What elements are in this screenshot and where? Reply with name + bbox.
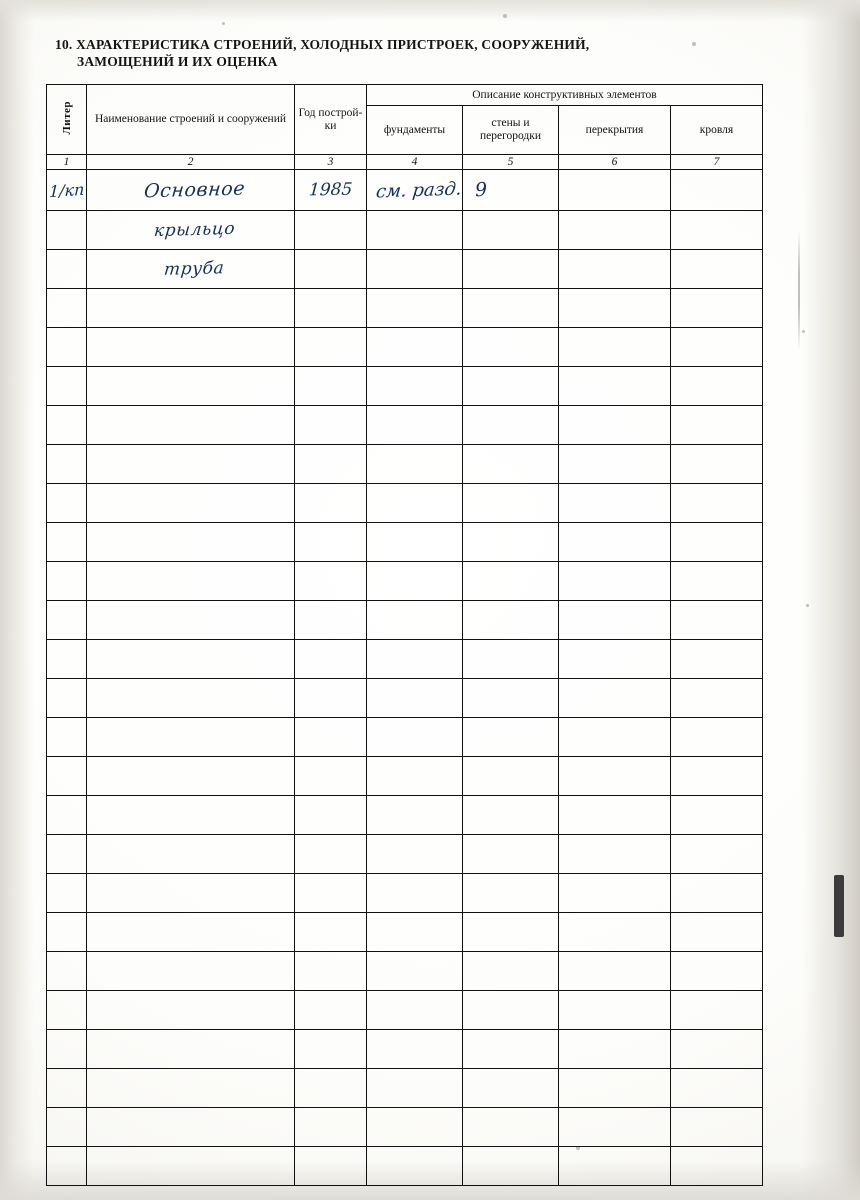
column-number-3: 3 (295, 155, 367, 170)
handwriting-liter: 1/кп (48, 179, 85, 201)
cell-floors[interactable] (559, 640, 671, 679)
table-body (47, 170, 763, 1186)
cell-roof[interactable] (671, 1108, 763, 1147)
cell-liter[interactable] (47, 835, 87, 874)
cell-walls[interactable] (463, 718, 559, 757)
cell-liter[interactable] (47, 367, 87, 406)
cell-building-name[interactable] (87, 484, 295, 523)
table-row[interactable] (47, 170, 763, 211)
table-row[interactable] (47, 796, 763, 835)
cell-foundation[interactable] (367, 328, 463, 367)
cell-foundation[interactable] (367, 874, 463, 913)
cell-foundation[interactable] (367, 952, 463, 991)
cell-build-year[interactable] (295, 328, 367, 367)
cell-floors[interactable] (559, 601, 671, 640)
cell-walls[interactable] (463, 757, 559, 796)
page-edge-shadow-top (0, 0, 860, 22)
paper-fold-line (798, 230, 800, 350)
cell-foundation[interactable] (367, 406, 463, 445)
column-number-5: 5 (463, 155, 559, 170)
header-floors: перекрытия (559, 106, 671, 155)
cell-liter[interactable] (47, 250, 87, 289)
cell-building-name[interactable] (87, 328, 295, 367)
cell-liter[interactable] (47, 913, 87, 952)
cell-floors[interactable] (559, 250, 671, 289)
cell-floors[interactable] (559, 1030, 671, 1069)
cell-foundation[interactable] (367, 1030, 463, 1069)
cell-liter[interactable] (47, 1147, 87, 1186)
cell-roof[interactable] (671, 170, 763, 211)
cell-roof[interactable] (671, 367, 763, 406)
handwriting-walls-digit: 9 (474, 178, 488, 202)
cell-building-name[interactable] (87, 1108, 295, 1147)
cell-building-name[interactable] (87, 835, 295, 874)
cell-walls[interactable] (463, 1030, 559, 1069)
cell-liter[interactable] (47, 445, 87, 484)
cell-roof[interactable] (671, 679, 763, 718)
cell-roof[interactable] (671, 328, 763, 367)
cell-building-name[interactable] (87, 796, 295, 835)
cell-building-name[interactable] (87, 913, 295, 952)
cell-floors[interactable] (559, 1108, 671, 1147)
cell-foundation[interactable] (367, 250, 463, 289)
cell-foundation[interactable] (367, 679, 463, 718)
cell-build-year[interactable] (295, 170, 367, 211)
cell-liter[interactable] (47, 640, 87, 679)
cell-roof[interactable] (671, 1147, 763, 1186)
cell-roof[interactable] (671, 406, 763, 445)
cell-floors[interactable] (559, 1069, 671, 1108)
scan-speck (503, 14, 507, 18)
cell-build-year[interactable] (295, 718, 367, 757)
handwriting-building-name: крыльцо (152, 218, 237, 242)
cell-liter[interactable] (47, 1108, 87, 1147)
cell-build-year[interactable] (295, 1030, 367, 1069)
cell-foundation[interactable] (367, 913, 463, 952)
table-row[interactable] (47, 211, 763, 250)
cell-liter[interactable] (47, 601, 87, 640)
cell-walls[interactable] (463, 952, 559, 991)
cell-roof[interactable] (671, 562, 763, 601)
cell-build-year[interactable] (295, 796, 367, 835)
cell-build-year[interactable] (295, 1108, 367, 1147)
cell-walls[interactable] (463, 289, 559, 328)
table-row[interactable] (47, 913, 763, 952)
cell-floors[interactable] (559, 835, 671, 874)
cell-roof[interactable] (671, 289, 763, 328)
cell-foundation[interactable] (367, 562, 463, 601)
table-row[interactable] (47, 757, 763, 796)
cell-floors[interactable] (559, 1147, 671, 1186)
handwriting-foundation-note: см. разд. (374, 177, 463, 203)
cell-foundation[interactable] (367, 991, 463, 1030)
cell-foundation[interactable] (367, 367, 463, 406)
cell-roof[interactable] (671, 913, 763, 952)
cell-floors[interactable] (559, 484, 671, 523)
binder-clip-mark (834, 875, 844, 937)
table-row[interactable] (47, 484, 763, 523)
table-row[interactable] (47, 679, 763, 718)
cell-foundation[interactable] (367, 289, 463, 328)
cell-build-year[interactable] (295, 367, 367, 406)
cell-liter[interactable] (47, 679, 87, 718)
cell-floors[interactable] (559, 445, 671, 484)
scan-speck (806, 604, 809, 607)
cell-floors[interactable] (559, 991, 671, 1030)
cell-building-name[interactable] (87, 718, 295, 757)
cell-build-year[interactable] (295, 874, 367, 913)
cell-roof[interactable] (671, 211, 763, 250)
cell-roof[interactable] (671, 445, 763, 484)
cell-walls[interactable] (463, 484, 559, 523)
column-number-6: 6 (559, 155, 671, 170)
table-row[interactable] (47, 328, 763, 367)
cell-roof[interactable] (671, 523, 763, 562)
cell-building-name[interactable] (87, 679, 295, 718)
cell-liter[interactable] (47, 1069, 87, 1108)
cell-build-year[interactable] (295, 913, 367, 952)
header-walls: стены и перегородки (463, 106, 559, 155)
cell-foundation[interactable] (367, 718, 463, 757)
cell-roof[interactable] (671, 757, 763, 796)
cell-walls[interactable] (463, 874, 559, 913)
cell-walls[interactable] (463, 211, 559, 250)
cell-floors[interactable] (559, 718, 671, 757)
cell-walls[interactable] (463, 250, 559, 289)
cell-floors[interactable] (559, 874, 671, 913)
cell-building-name[interactable] (87, 874, 295, 913)
page-title (55, 36, 755, 70)
cell-foundation[interactable] (367, 523, 463, 562)
cell-walls[interactable] (463, 601, 559, 640)
cell-foundation[interactable] (367, 640, 463, 679)
cell-build-year[interactable] (295, 1147, 367, 1186)
header-liter (47, 85, 87, 155)
handwriting-building-name: труба (163, 258, 226, 280)
cell-building-name[interactable] (87, 562, 295, 601)
table-row[interactable] (47, 406, 763, 445)
cell-walls[interactable] (463, 1108, 559, 1147)
table-row[interactable] (47, 718, 763, 757)
cell-liter[interactable] (47, 757, 87, 796)
table-header-group-row (47, 85, 763, 106)
cell-building-name[interactable] (87, 367, 295, 406)
cell-roof[interactable] (671, 640, 763, 679)
cell-building-name[interactable] (87, 952, 295, 991)
cell-building-name[interactable] (87, 757, 295, 796)
cell-floors[interactable] (559, 211, 671, 250)
cell-foundation[interactable] (367, 170, 463, 211)
cell-liter[interactable] (47, 523, 87, 562)
cell-liter[interactable] (47, 952, 87, 991)
table-row[interactable] (47, 991, 763, 1030)
cell-building-name[interactable] (87, 170, 295, 211)
cell-floors[interactable] (559, 913, 671, 952)
cell-liter[interactable] (47, 170, 87, 211)
header-foundation: фундаменты (367, 106, 463, 155)
characteristics-table-container (46, 84, 762, 1186)
column-number-7: 7 (671, 155, 763, 170)
cell-build-year[interactable] (295, 289, 367, 328)
cell-floors[interactable] (559, 679, 671, 718)
handwriting-building-name: Основное (142, 177, 247, 203)
column-number-4: 4 (367, 155, 463, 170)
cell-build-year[interactable] (295, 757, 367, 796)
table-row[interactable] (47, 289, 763, 328)
page-edge-shadow-left (0, 0, 34, 1200)
header-building-name: Наименование строений и сооружений (87, 85, 295, 155)
cell-walls[interactable] (463, 1069, 559, 1108)
cell-foundation[interactable] (367, 445, 463, 484)
cell-build-year[interactable] (295, 406, 367, 445)
cell-walls[interactable] (463, 523, 559, 562)
header-build-year: Год построй-ки (295, 85, 367, 155)
cell-building-name[interactable] (87, 1069, 295, 1108)
cell-roof[interactable] (671, 874, 763, 913)
cell-roof[interactable] (671, 1069, 763, 1108)
cell-floors[interactable] (559, 757, 671, 796)
table-row[interactable] (47, 523, 763, 562)
cell-floors[interactable] (559, 796, 671, 835)
cell-roof[interactable] (671, 991, 763, 1030)
cell-foundation[interactable] (367, 601, 463, 640)
cell-floors[interactable] (559, 952, 671, 991)
cell-build-year[interactable] (295, 1069, 367, 1108)
scan-speck (802, 330, 805, 333)
table-row[interactable] (47, 1030, 763, 1069)
cell-liter[interactable] (47, 796, 87, 835)
cell-floors[interactable] (559, 523, 671, 562)
cell-liter[interactable] (47, 718, 87, 757)
cell-building-name[interactable] (87, 601, 295, 640)
table-row[interactable] (47, 952, 763, 991)
cell-walls[interactable] (463, 406, 559, 445)
cell-roof[interactable] (671, 952, 763, 991)
cell-floors[interactable] (559, 289, 671, 328)
cell-roof[interactable] (671, 601, 763, 640)
cell-floors[interactable] (559, 562, 671, 601)
cell-building-name[interactable] (87, 523, 295, 562)
cell-build-year[interactable] (295, 562, 367, 601)
characteristics-table (46, 84, 763, 1186)
cell-walls[interactable] (463, 913, 559, 952)
cell-walls[interactable] (463, 796, 559, 835)
cell-roof[interactable] (671, 835, 763, 874)
cell-walls[interactable] (463, 445, 559, 484)
cell-walls[interactable] (463, 1147, 559, 1186)
cell-roof[interactable] (671, 250, 763, 289)
column-number-1: 1 (47, 155, 87, 170)
cell-building-name[interactable] (87, 211, 295, 250)
table-row[interactable] (47, 367, 763, 406)
cell-building-name[interactable] (87, 640, 295, 679)
cell-roof[interactable] (671, 1030, 763, 1069)
cell-foundation[interactable] (367, 211, 463, 250)
cell-liter[interactable] (47, 991, 87, 1030)
cell-liter[interactable] (47, 1030, 87, 1069)
cell-walls[interactable] (463, 835, 559, 874)
header-liter-label: Литер (60, 101, 73, 135)
cell-walls[interactable] (463, 367, 559, 406)
cell-foundation[interactable] (367, 1069, 463, 1108)
cell-roof[interactable] (671, 796, 763, 835)
cell-foundation[interactable] (367, 484, 463, 523)
cell-liter[interactable] (47, 406, 87, 445)
cell-building-name[interactable] (87, 250, 295, 289)
table-row[interactable] (47, 562, 763, 601)
cell-building-name[interactable] (87, 445, 295, 484)
cell-roof[interactable] (671, 718, 763, 757)
cell-liter[interactable] (47, 874, 87, 913)
header-structural-elements-group: Описание конструктивных элементов (367, 85, 763, 106)
page-edge-shadow-right (802, 0, 860, 1200)
cell-build-year[interactable] (295, 250, 367, 289)
cell-walls[interactable] (463, 170, 559, 211)
cell-floors[interactable] (559, 328, 671, 367)
cell-foundation[interactable] (367, 835, 463, 874)
cell-build-year[interactable] (295, 211, 367, 250)
cell-build-year[interactable] (295, 991, 367, 1030)
cell-foundation[interactable] (367, 757, 463, 796)
cell-build-year[interactable] (295, 835, 367, 874)
cell-building-name[interactable] (87, 406, 295, 445)
cell-floors[interactable] (559, 367, 671, 406)
table-row[interactable] (47, 601, 763, 640)
page-title-line-1: ХАРАКТЕРИСТИКА СТРОЕНИЙ, ХОЛОДНЫХ ПРИСТРОЕК, СООРУЖЕНИЙ, (76, 37, 590, 52)
cell-liter[interactable] (47, 484, 87, 523)
cell-build-year[interactable] (295, 484, 367, 523)
page-title-line-2: ЗАМОЩЕНИЙ И ИХ ОЦЕНКА (77, 54, 278, 69)
handwriting-build-year: 1985 (308, 179, 353, 201)
table-row[interactable] (47, 640, 763, 679)
cell-floors[interactable] (559, 406, 671, 445)
cell-build-year[interactable] (295, 445, 367, 484)
cell-build-year[interactable] (295, 523, 367, 562)
cell-foundation[interactable] (367, 1108, 463, 1147)
cell-building-name[interactable] (87, 1030, 295, 1069)
header-roof: кровля (671, 106, 763, 155)
cell-walls[interactable] (463, 328, 559, 367)
cell-build-year[interactable] (295, 640, 367, 679)
cell-liter[interactable] (47, 211, 87, 250)
cell-build-year[interactable] (295, 679, 367, 718)
scan-speck (222, 22, 225, 25)
section-number: 10. (55, 37, 73, 52)
cell-building-name[interactable] (87, 289, 295, 328)
cell-walls[interactable] (463, 640, 559, 679)
cell-roof[interactable] (671, 484, 763, 523)
cell-walls[interactable] (463, 562, 559, 601)
cell-liter[interactable] (47, 562, 87, 601)
cell-walls[interactable] (463, 991, 559, 1030)
column-number-row (47, 155, 763, 170)
table-row[interactable] (47, 445, 763, 484)
table-row[interactable] (47, 1147, 763, 1186)
table-row[interactable] (47, 835, 763, 874)
cell-build-year[interactable] (295, 952, 367, 991)
column-number-2: 2 (87, 155, 295, 170)
cell-build-year[interactable] (295, 601, 367, 640)
cell-building-name[interactable] (87, 1147, 295, 1186)
cell-foundation[interactable] (367, 796, 463, 835)
cell-walls[interactable] (463, 679, 559, 718)
cell-liter[interactable] (47, 328, 87, 367)
cell-floors[interactable] (559, 170, 671, 211)
cell-building-name[interactable] (87, 991, 295, 1030)
cell-foundation[interactable] (367, 1147, 463, 1186)
table-row[interactable] (47, 874, 763, 913)
table-row[interactable] (47, 1108, 763, 1147)
cell-liter[interactable] (47, 289, 87, 328)
table-row[interactable] (47, 1069, 763, 1108)
table-row[interactable] (47, 250, 763, 289)
